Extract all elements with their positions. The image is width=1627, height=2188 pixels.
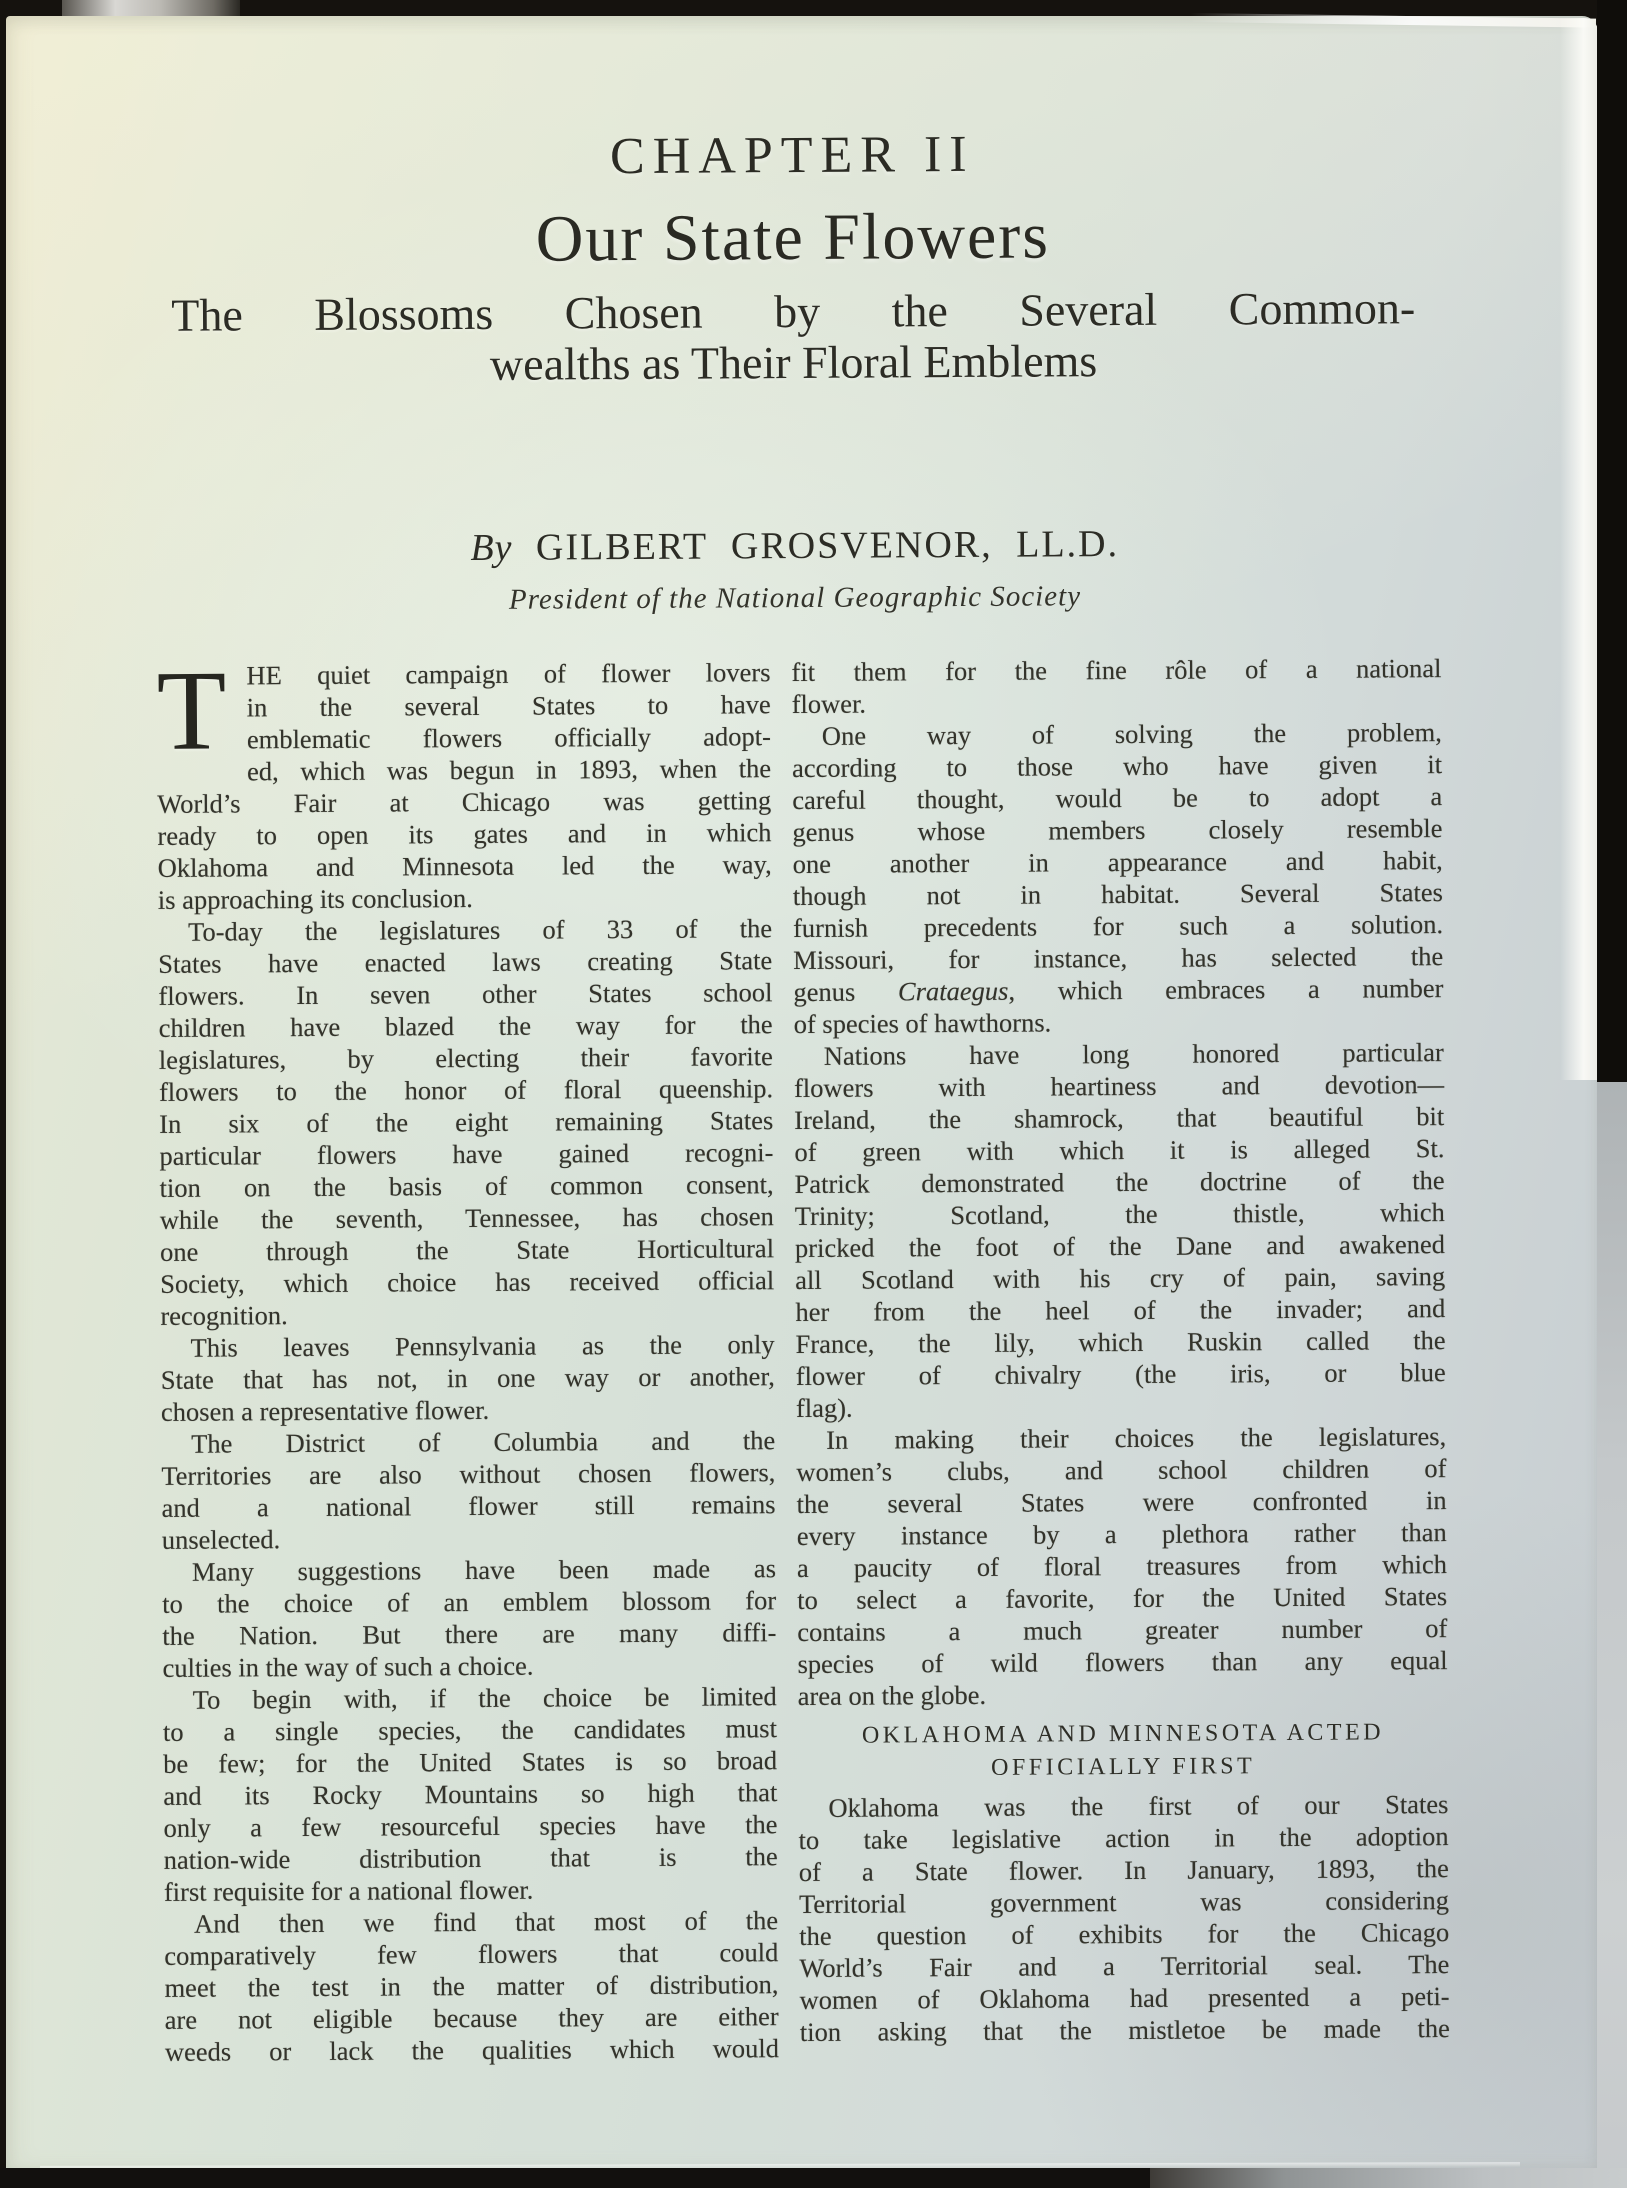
text-line: ed, which was begun in 1893, when the (246, 753, 772, 787)
text-line: area on the globe. (797, 1679, 987, 1712)
text-line: to a single species, the candidates must (162, 1713, 778, 1747)
text-line: to take legislative action in the adoption (798, 1821, 1449, 1856)
text-line: This leaves Pennsylvania as the only (190, 1329, 775, 1363)
text-line: legislatures, by electing their favorite (158, 1041, 773, 1075)
text-line: particular flowers have gained recogni- (159, 1137, 774, 1171)
text-line: to select a favorite, for the United States (797, 1581, 1448, 1616)
text-line: To-day the legislatures of 33 of the (187, 913, 773, 947)
text-line: according to those who have given it (791, 749, 1443, 784)
text-line: genus whose members closely resemble (792, 813, 1443, 848)
text-line: women’s clubs, and school children of (796, 1453, 1447, 1488)
text-line: Nations have long honored particular (823, 1037, 1444, 1071)
text-line: World’s Fair and a Territorial seal. The (799, 1949, 1450, 1984)
text-line: of species of hawthorns. (793, 1007, 1052, 1040)
text-line: The District of Columbia and the (191, 1425, 776, 1459)
text-line: Ireland, the shamrock, that beautiful bit (794, 1101, 1445, 1136)
section-heading-line: OFFICIALLY FIRST (991, 1753, 1256, 1781)
text-line: to the choice of an emblem blossom for (162, 1585, 777, 1619)
text-line: women of Oklahoma had presented a peti- (799, 1981, 1450, 2016)
text-line: In six of the eight remaining States (159, 1105, 774, 1139)
text-line: the several States were confronted in (796, 1485, 1447, 1520)
text-line: Trinity; Scotland, the thistle, which (794, 1197, 1445, 1232)
chapter-heading: CHAPTER II (609, 125, 975, 186)
text-line: in the several States to have (246, 689, 771, 723)
text-line: only a few resourceful species have the (163, 1809, 778, 1843)
text-line: One way of solving the problem, (821, 717, 1442, 751)
text-line: is approaching its conclusion. (157, 882, 473, 915)
text-line: pricked the foot of the Dane and awakened (794, 1229, 1446, 1264)
subtitle-line: The Blossoms Chosen by the Several Common- (171, 282, 1416, 341)
page-edge-curl-right (1560, 18, 1598, 1080)
byline-prefix: By (470, 526, 513, 569)
text-line: one through the State Horticultural (159, 1233, 775, 1267)
scan-border-right (1597, 0, 1627, 1082)
text-line: weeds or lack the qualities which would (164, 2033, 779, 2067)
text-line: unselected. (161, 1524, 281, 1555)
paragraph (792, 716, 1444, 1040)
text-line: emblematic flowers officially adopt- (246, 721, 771, 755)
text-line: Society, which choice has received official (160, 1265, 775, 1299)
text-line: and its Rocky Mountains so high that (163, 1777, 778, 1811)
text-line: State that has not, in one way or another, (160, 1361, 775, 1395)
text-line: And then we find that most of the (194, 1905, 779, 1939)
scan-border-bottom (0, 2168, 1150, 2188)
paragraph (794, 1036, 1446, 1424)
section-heading (798, 1716, 1448, 1786)
text-line: every instance by a plethora rather than (796, 1517, 1447, 1552)
text-line: the question of exhibits for the Chicago (799, 1917, 1450, 1952)
text-line: children have blazed the way for the (158, 1009, 773, 1043)
page-title: Our State Flowers (535, 199, 1051, 276)
right-column (791, 652, 1449, 2048)
text-line: Many suggestions have been made as (191, 1553, 777, 1587)
text-line: a paucity of floral treasures from which (796, 1549, 1448, 1584)
text-line: flag). (795, 1392, 853, 1424)
text-line: all Scotland with his cry of pain, saving (795, 1261, 1446, 1296)
text-line: In making their choices the legislatures, (826, 1421, 1447, 1455)
paragraph (791, 652, 1441, 720)
text-line: flower of chivalry (the iris, or blue (795, 1357, 1446, 1392)
text-line: flowers to the honor of floral queenship. (158, 1073, 774, 1107)
text-line: Missouri, for instance, has selected the (793, 941, 1444, 976)
paragraph (161, 1328, 776, 1428)
page-paper (6, 16, 1598, 2168)
text-line: meet the test in the matter of distribution, (164, 1969, 779, 2003)
text-line: Patrick demonstrated the doctrine of the (794, 1165, 1445, 1200)
text-line: Territories are also without chosen flowers, (161, 1457, 776, 1491)
text-line: tion asking that the mistletoe be made the (799, 2013, 1450, 2048)
text-line: ready to open its gates and in which (157, 817, 772, 851)
text-line: comparatively few flowers that could (164, 1937, 779, 1971)
text-line: be few; for the United States is so broad (163, 1745, 778, 1779)
text-line: flowers. In seven other States school (158, 977, 773, 1011)
text-line: World’s Fair at Chicago was getting (157, 785, 772, 819)
paragraph (162, 1552, 777, 1684)
text-line: recognition. (160, 1300, 288, 1331)
paragraph (164, 1904, 779, 2068)
text-line: France, the lily, which Ruskin called the (795, 1325, 1446, 1360)
page-content (146, 12, 1449, 2172)
subtitle-line: wealths as Their Floral Emblems (489, 335, 1098, 390)
text-line: are not eligible because they are either (164, 2001, 779, 2035)
text-line: careful thought, would be to adopt a (792, 781, 1443, 816)
text-line: first requisite for a national flower. (163, 1874, 534, 1907)
text-line: one another in appearance and habit, (792, 845, 1443, 880)
text-line: her from the heel of the invader; and (795, 1293, 1446, 1328)
text-line: To begin with, if the choice be limited (192, 1681, 777, 1715)
scan-border-bottom-gray (1150, 2168, 1627, 2188)
paragraph (796, 1420, 1448, 1712)
text-line: and a national flower still remains (161, 1489, 776, 1523)
text-line: the Nation. But there are many diffi- (162, 1617, 777, 1651)
text-line: Oklahoma was the first of our States (828, 1789, 1449, 1823)
text-line: genus Crataegus, which embraces a number (793, 973, 1444, 1008)
drop-cap: T (156, 646, 227, 774)
paragraph (156, 646, 772, 916)
text-line: fit them for the fine rôle of a national (791, 653, 1442, 688)
next-page-edge (1597, 1082, 1627, 2188)
text-line: of green with which it is alleged St. (794, 1133, 1445, 1168)
section-heading-line: OKLAHOMA AND MINNESOTA ACTED (861, 1719, 1385, 1749)
text-line: tion on the basis of common consent, (159, 1169, 774, 1203)
text-line: though not in habitat. Several States (792, 877, 1443, 912)
text-line: species of wild flowers than any equal (797, 1645, 1448, 1680)
byline (150, 520, 1440, 572)
text-line: nation-wide distribution that is the (163, 1841, 778, 1875)
text-line: States have enacted laws creating State (158, 945, 773, 979)
paragraph (158, 912, 775, 1332)
scanner-reflection (62, 0, 240, 17)
text-line: HE quiet campaign of flower lovers (246, 657, 771, 691)
paragraph (798, 1788, 1450, 2048)
text-line: flower. (791, 688, 867, 720)
text-line: Oklahoma and Minnesota led the way, (157, 849, 772, 883)
left-column (156, 646, 779, 2068)
text-line: while the seventh, Tennessee, has chosen (159, 1201, 774, 1235)
text-line: culties in the way of such a choice. (162, 1650, 534, 1683)
paragraph (161, 1424, 776, 1556)
text-line: flowers with heartiness and devotion— (793, 1069, 1445, 1104)
text-line: furnish precedents for such a solution. (792, 909, 1444, 944)
text-line: of a State flower. In January, 1893, the (798, 1853, 1449, 1888)
paragraph (163, 1680, 778, 1908)
text-line: contains a much greater number of (797, 1613, 1448, 1648)
subtitle (171, 282, 1416, 392)
byline-author: GILBERT GROSVENOR, LL.D. (535, 523, 1120, 569)
byline-role: President of the National Geographic Society (508, 580, 1082, 616)
text-line: chosen a representative flower. (160, 1394, 490, 1427)
text-line: Territorial government was considering (798, 1885, 1450, 1920)
